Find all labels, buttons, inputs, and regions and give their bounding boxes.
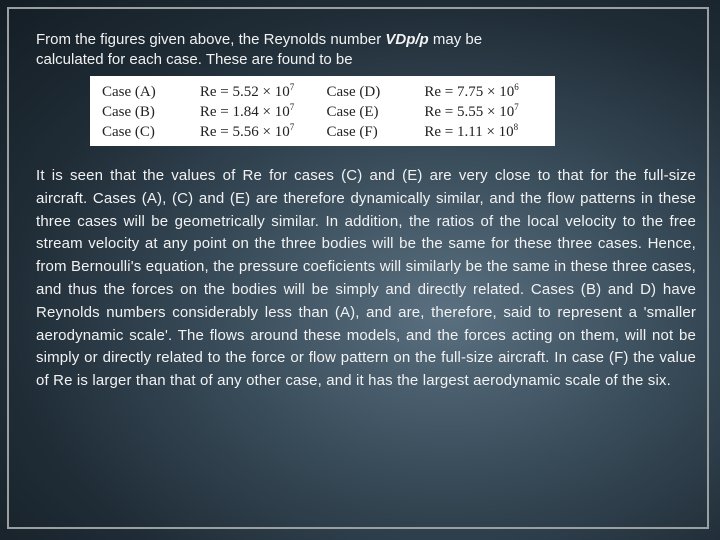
explanation-paragraph: It is seen that the values of Re for cases (C) and (E) are very close to that for the full-size aircraft. Cases (A), (C) and (E) are therefore dynamically similar, and the flow patterns in these three cases will be geometrically similar. In addition, the ratios of the local velocity to the free stream velocity at any point on the three bodies will be the same for these three cases. Hence, from Bernoulli's equation, the pressure coeficients will similarly be the same in these three cases, and thus the forces on the bodies will be simply and directly related. Cases (B) and D) have Reynolds numbers considerably less than (A), and are, therefore, said to represent a 'smaller aerodynamic scale'. The flows around these models, and the forces acting on them, will not be simply or directly related to the force or flow pattern on the full-size aircraft. In case (F) the value of Re is larger than that of any other case, and it has the largest aerodynamic scale of the six. bbox=[36, 167, 696, 390]
case-label bbox=[98, 82, 196, 102]
re-value-text: Re = 1.11 × 10 bbox=[424, 124, 514, 140]
results-row bbox=[98, 122, 547, 142]
re-value bbox=[196, 82, 323, 102]
re-exponent: 6 bbox=[514, 82, 519, 92]
re-exponent: 7 bbox=[289, 122, 295, 132]
re-value bbox=[420, 82, 547, 102]
re-exponent: 7 bbox=[514, 102, 519, 112]
case-label bbox=[322, 102, 420, 122]
re-value-text: Re = 5.56 × 10 bbox=[199, 124, 290, 140]
case-label-text: Case (B) bbox=[102, 104, 155, 120]
case-label-text: Case (E) bbox=[326, 104, 379, 120]
re-value-text: Re = 1.84 × 10 bbox=[199, 104, 290, 120]
re-value bbox=[420, 122, 547, 142]
intro-line1-start: From the figures given above, the Reynolds number bbox=[36, 31, 386, 48]
case-label bbox=[98, 122, 196, 142]
re-value bbox=[196, 102, 323, 122]
case-label-text: Case (D) bbox=[326, 84, 381, 100]
re-exponent: 7 bbox=[289, 82, 295, 92]
re-value bbox=[420, 102, 547, 122]
re-exponent: 8 bbox=[513, 122, 519, 132]
intro-line1-end: may be bbox=[428, 31, 483, 48]
case-label-text: Case (A) bbox=[102, 84, 156, 100]
reynolds-formula: VDp/p bbox=[385, 31, 429, 48]
intro-line2: calculated for each case. These are found to be bbox=[36, 51, 353, 68]
case-label-text: Case (F) bbox=[326, 124, 378, 140]
re-exponent: 7 bbox=[289, 102, 295, 112]
reynolds-results-table bbox=[90, 76, 555, 146]
case-label bbox=[322, 82, 420, 102]
re-value-text: Re = 5.55 × 10 bbox=[424, 104, 515, 120]
re-value-text: Re = 7.75 × 10 bbox=[424, 84, 515, 100]
case-label bbox=[322, 122, 420, 142]
case-label-text: Case (C) bbox=[102, 124, 155, 140]
re-value bbox=[196, 122, 323, 142]
intro-text bbox=[36, 30, 636, 70]
case-label bbox=[98, 102, 196, 122]
re-value-text: Re = 5.52 × 10 bbox=[199, 84, 290, 100]
results-row bbox=[98, 82, 547, 102]
results-row bbox=[98, 102, 547, 122]
